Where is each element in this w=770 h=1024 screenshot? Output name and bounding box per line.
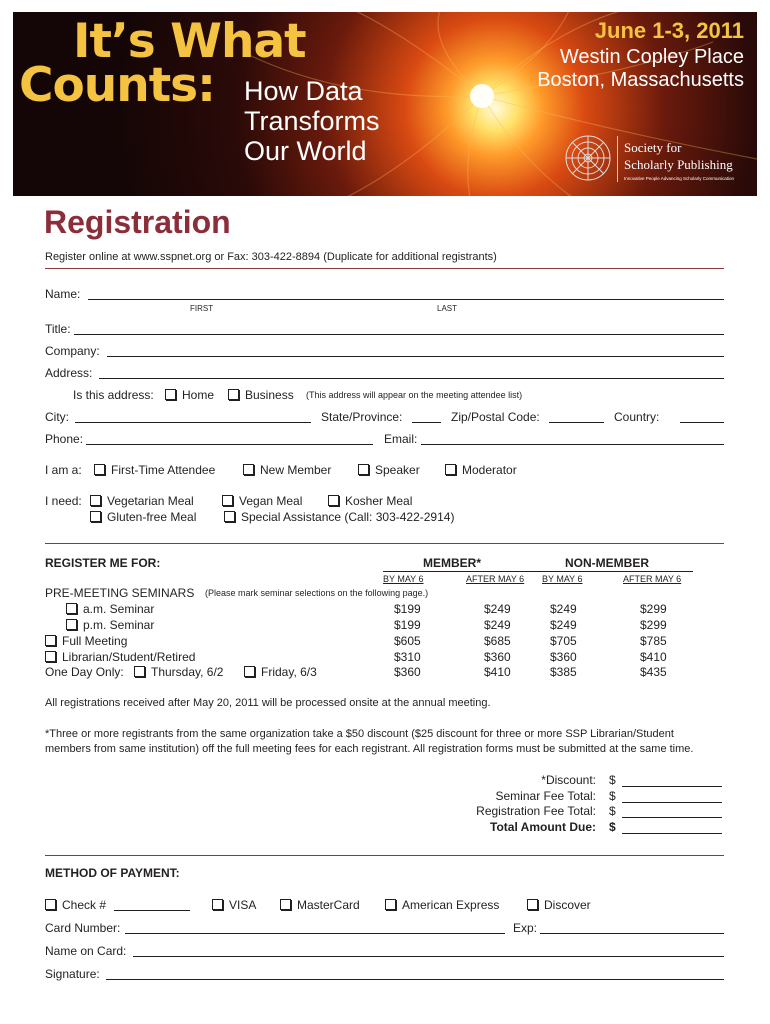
price-cell: $785	[640, 634, 667, 648]
home-label: Home	[182, 388, 215, 402]
price-cell: $705	[550, 634, 577, 648]
business-label: Business	[245, 388, 294, 402]
company-label: Company:	[45, 344, 100, 358]
one-day-label: One Day Only:	[45, 665, 124, 679]
mastercard-label: MasterCard	[297, 898, 360, 912]
conference-banner	[13, 12, 757, 196]
speaker-label: Speaker	[375, 463, 420, 477]
name-input[interactable]	[88, 299, 724, 300]
total-due-input[interactable]	[622, 833, 722, 834]
phone-label: Phone:	[45, 432, 84, 446]
card-number-label: Card Number:	[45, 921, 121, 935]
gluten-free-meal-label: Gluten-free Meal	[107, 510, 197, 524]
checkbox-icon	[66, 603, 77, 614]
checkbox-icon	[527, 899, 538, 910]
price-cell: $299	[640, 618, 667, 632]
speaker-checkbox[interactable]	[358, 463, 420, 477]
seminar-total-label: Seminar Fee Total:	[495, 789, 596, 803]
banner-subtitle-1: How Data	[244, 76, 363, 106]
american-express-label: American Express	[402, 898, 500, 912]
pm-seminar-label: p.m. Seminar	[83, 618, 155, 632]
discount-input[interactable]	[622, 786, 722, 787]
price-cell: $299	[640, 602, 667, 616]
banner-title-line1: It’s What	[73, 14, 306, 69]
seminars-label: PRE-MEETING SEMINARS	[45, 586, 195, 600]
gluten-free-meal-checkbox[interactable]	[90, 510, 196, 524]
col-member-by: BY MAY 6	[383, 574, 424, 584]
ssp-logo-icon	[564, 134, 612, 182]
checkbox-icon	[94, 464, 105, 475]
exp-label: Exp:	[513, 921, 538, 935]
visa-label: VISA	[229, 898, 257, 912]
checkbox-icon	[224, 511, 235, 522]
address-type-question: Is this address:	[73, 388, 154, 402]
checkbox-icon	[45, 651, 56, 662]
checkbox-icon	[90, 511, 101, 522]
name-label: Name:	[45, 287, 81, 301]
payment-header: METHOD OF PAYMENT:	[45, 866, 180, 880]
visa-checkbox[interactable]	[212, 898, 256, 912]
vegan-meal-checkbox[interactable]	[222, 494, 302, 508]
first-time-attendee-checkbox[interactable]	[94, 463, 215, 477]
american-express-checkbox[interactable]	[385, 898, 499, 912]
checkbox-icon	[358, 464, 369, 475]
phone-input[interactable]	[86, 444, 373, 445]
currency-sign: $	[609, 773, 616, 787]
registration-total-label: Registration Fee Total:	[476, 804, 596, 818]
city-label: City:	[45, 410, 69, 424]
vegetarian-meal-label: Vegetarian Meal	[107, 494, 194, 508]
register-for-header: REGISTER ME FOR:	[45, 556, 161, 570]
price-cell: $249	[550, 602, 577, 616]
banner-subtitle-2: Transforms	[244, 106, 380, 136]
librarian-student-retired-checkbox[interactable]	[45, 650, 195, 664]
special-assistance-label: Special Assistance (Call: 303-422-2914)	[241, 510, 455, 524]
checkbox-icon	[90, 495, 101, 506]
checkbox-icon	[165, 389, 176, 400]
col-member-after: AFTER MAY 6	[466, 574, 525, 584]
address-label: Address:	[45, 366, 93, 380]
checkbox-icon	[212, 899, 223, 910]
state-label: State/Province:	[321, 410, 403, 424]
checkbox-icon	[328, 495, 339, 506]
am-seminar-label: a.m. Seminar	[83, 602, 155, 616]
price-cell: $360	[550, 650, 577, 664]
check-label: Check #	[62, 898, 107, 912]
member-header: MEMBER*	[423, 556, 482, 570]
registration-total-input[interactable]	[622, 817, 722, 818]
discover-checkbox[interactable]	[527, 898, 591, 912]
zip-label: Zip/Postal Code:	[451, 410, 540, 424]
price-cell: $605	[394, 634, 421, 648]
title-label: Title:	[45, 322, 71, 336]
currency-sign: $	[609, 804, 616, 818]
org-tagline: Innovative People Advancing Scholarly Communication	[624, 176, 735, 181]
price-cell: $410	[640, 650, 667, 664]
address-note: (This address will appear on the meeting attendee list)	[306, 390, 523, 400]
discount-label: *Discount:	[541, 773, 596, 787]
discount-note-line2: members from same institution) off the full meeting fees for each registrant. All registration forms must be submitted at the same time.	[45, 743, 694, 755]
last-name-caption: LAST	[437, 304, 458, 313]
seminars-note: (Please mark seminar selections on the following page.)	[205, 588, 429, 598]
thursday-label: Thursday, 6/2	[151, 665, 224, 679]
email-input[interactable]	[421, 444, 724, 445]
checkbox-icon	[385, 899, 396, 910]
checkbox-icon	[66, 619, 77, 630]
total-due-label: Total Amount Due:	[490, 820, 596, 834]
check-checkbox[interactable]	[45, 898, 106, 912]
currency-sign: $	[609, 789, 616, 803]
org-name-line1: Society for	[624, 140, 682, 155]
title-input[interactable]	[74, 334, 724, 335]
price-cell: $410	[484, 665, 511, 679]
business-checkbox[interactable]	[228, 388, 294, 402]
librarian-student-retired-label: Librarian/Student/Retired	[62, 650, 196, 664]
moderator-label: Moderator	[462, 463, 517, 477]
am-seminar-checkbox[interactable]	[66, 602, 154, 616]
banner-subtitle-3: Our World	[244, 136, 367, 166]
price-cell: $249	[550, 618, 577, 632]
first-name-caption: FIRST	[190, 304, 214, 313]
full-meeting-checkbox[interactable]	[45, 634, 127, 648]
intro-text: Register online at www.sspnet.org or Fax: 303-422-8894 (Duplicate for additional registrants)	[45, 251, 497, 263]
banner-venue: Westin Copley Place	[559, 46, 744, 68]
full-meeting-label: Full Meeting	[62, 634, 128, 648]
col-nonmember-after: AFTER MAY 6	[623, 574, 682, 584]
price-cell: $199	[394, 602, 421, 616]
col-nonmember-by: BY MAY 6	[542, 574, 583, 584]
signature-input[interactable]	[106, 979, 724, 980]
checkbox-icon	[45, 899, 56, 910]
checkbox-icon	[45, 635, 56, 646]
new-member-label: New Member	[260, 463, 332, 477]
price-cell: $435	[640, 665, 667, 679]
pm-seminar-checkbox[interactable]	[66, 618, 154, 632]
mastercard-checkbox[interactable]	[280, 898, 360, 912]
address-input[interactable]	[99, 378, 724, 379]
name-on-card-input[interactable]	[133, 956, 724, 957]
name-on-card-label: Name on Card:	[45, 944, 127, 958]
price-cell: $310	[394, 650, 421, 664]
page-title: Registration	[44, 204, 231, 240]
exp-input[interactable]	[540, 933, 724, 934]
currency-sign: $	[609, 820, 616, 834]
price-cell: $685	[484, 634, 511, 648]
email-label: Email:	[384, 432, 418, 446]
banner-city: Boston, Massachusetts	[537, 69, 744, 91]
seminar-total-input[interactable]	[622, 802, 722, 803]
discount-note-line1: *Three or more registrants from the same organization take a $50 discount ($25 discount for three or more SSP Librarian/Student	[45, 728, 674, 740]
checkbox-icon	[134, 666, 145, 677]
first-time-attendee-label: First-Time Attendee	[111, 463, 216, 477]
kosher-meal-label: Kosher Meal	[345, 494, 413, 508]
onsite-note: All registrations received after May 20, 2011 will be processed onsite at the annual meeting.	[45, 697, 491, 709]
needs-label: I need:	[45, 494, 82, 508]
discover-label: Discover	[544, 898, 591, 912]
banner-title-line2: Counts:	[19, 58, 215, 113]
signature-label: Signature:	[45, 967, 100, 981]
checkbox-icon	[222, 495, 233, 506]
checkbox-icon	[228, 389, 239, 400]
card-number-input[interactable]	[125, 933, 505, 934]
city-input[interactable]	[75, 422, 311, 423]
price-cell: $199	[394, 618, 421, 632]
checkbox-icon	[244, 666, 255, 677]
moderator-checkbox[interactable]	[445, 463, 517, 477]
price-cell: $249	[484, 602, 511, 616]
country-input[interactable]	[680, 422, 724, 423]
vegetarian-meal-checkbox[interactable]	[90, 494, 194, 508]
checkbox-icon	[243, 464, 254, 475]
price-cell: $360	[484, 650, 511, 664]
new-member-checkbox[interactable]	[243, 463, 331, 477]
friday-checkbox[interactable]	[244, 665, 317, 679]
zip-input[interactable]	[549, 422, 604, 423]
nonmember-header: NON-MEMBER	[565, 556, 649, 570]
org-name-line2: Scholarly Publishing	[624, 157, 733, 172]
check-number-input[interactable]	[114, 910, 190, 911]
role-label: I am a:	[45, 463, 82, 477]
state-input[interactable]	[412, 422, 441, 423]
home-checkbox[interactable]	[165, 388, 214, 402]
special-assistance-checkbox[interactable]	[224, 510, 454, 524]
banner-dates: June 1-3, 2011	[594, 18, 744, 43]
checkbox-icon	[280, 899, 291, 910]
price-cell: $360	[394, 665, 421, 679]
vegan-meal-label: Vegan Meal	[239, 494, 303, 508]
kosher-meal-checkbox[interactable]	[328, 494, 412, 508]
thursday-checkbox[interactable]	[134, 665, 223, 679]
country-label: Country:	[614, 410, 660, 424]
checkbox-icon	[445, 464, 456, 475]
friday-label: Friday, 6/3	[261, 665, 317, 679]
company-input[interactable]	[107, 356, 724, 357]
price-cell: $249	[484, 618, 511, 632]
price-cell: $385	[550, 665, 577, 679]
